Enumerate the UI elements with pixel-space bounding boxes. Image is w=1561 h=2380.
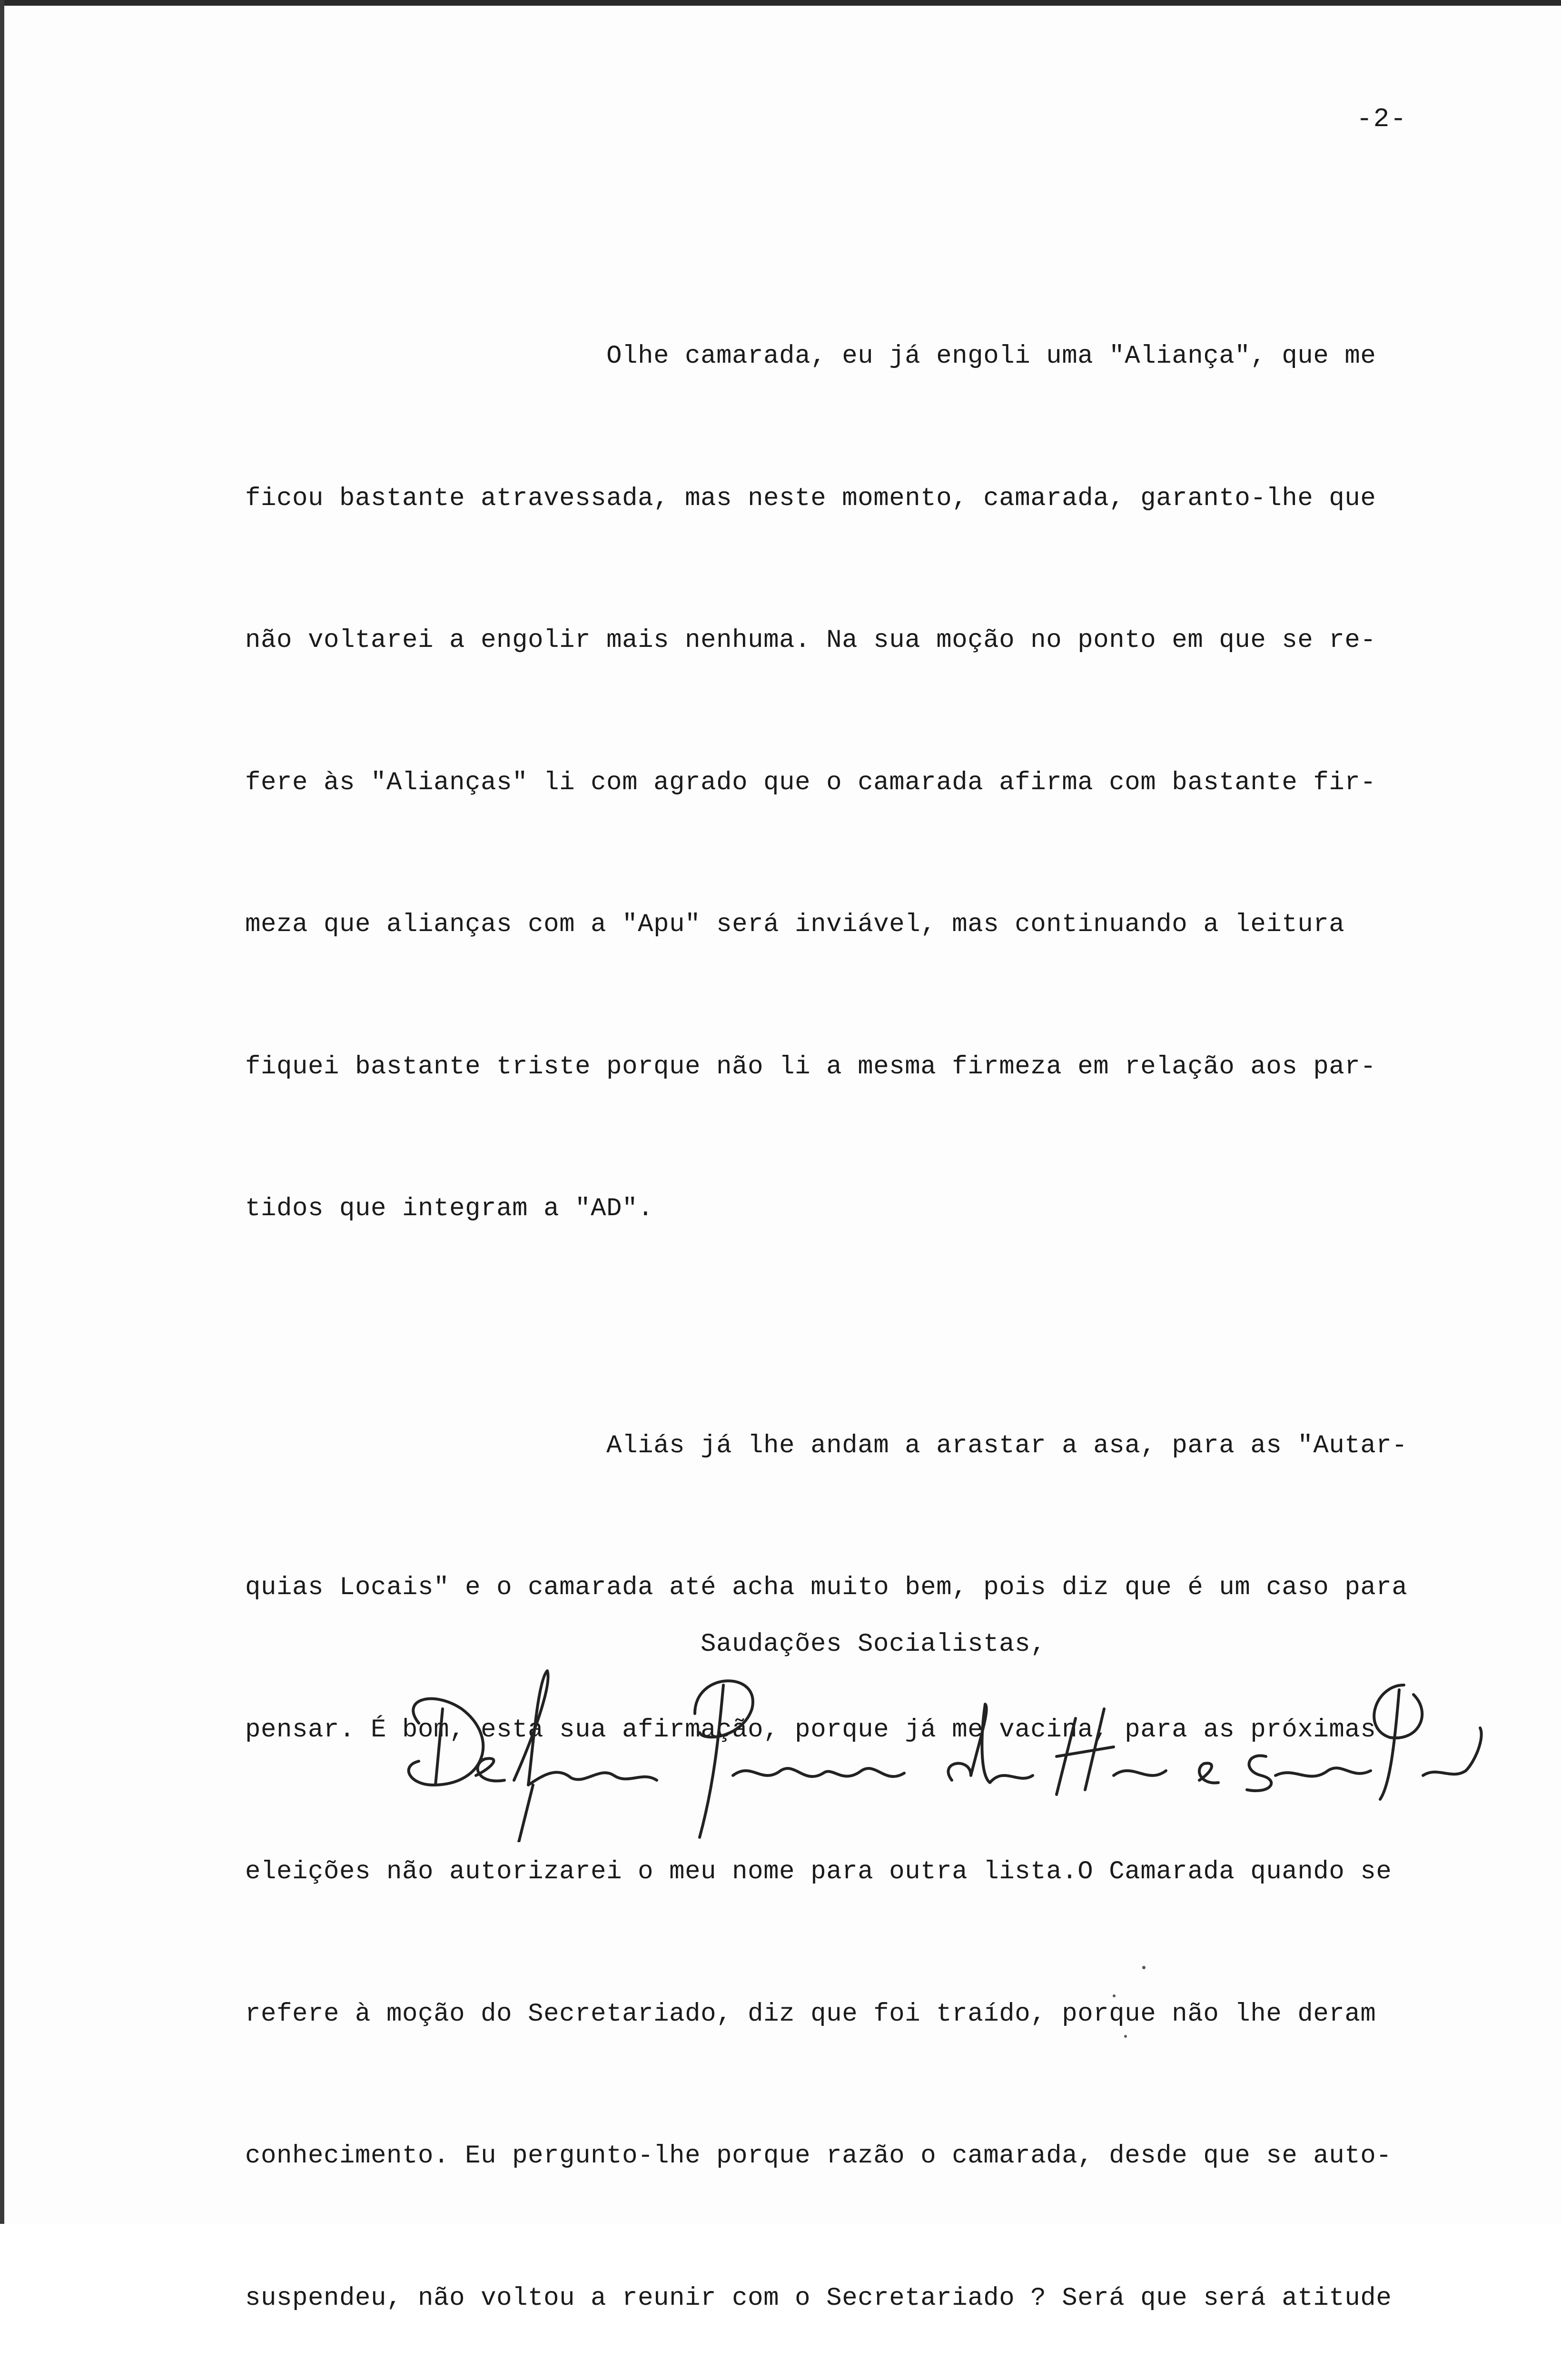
scan-speck: [1124, 2035, 1127, 2038]
text-line: fere às "Alianças" li com agrado que o camarada afirma com bastante fir-: [245, 759, 1502, 807]
text-line: conhecimento. Eu pergunto-lhe porque razão o camarada, desde que se auto-: [245, 2132, 1502, 2180]
handwritten-signature: [390, 1642, 1485, 1842]
text-line: ficou bastante atravessada, mas neste momento, camarada, garanto-lhe que: [245, 475, 1502, 523]
text-line: Olhe camarada, eu já engoli uma "Aliança", que me: [245, 333, 1502, 380]
closing-salutation: Saudações Socialistas,: [701, 1630, 1046, 1659]
text-line: quias Locais" e o camarada até acha muito bem, pois diz que é um caso para: [245, 1564, 1502, 1612]
scan-speck: [1142, 1966, 1146, 1969]
text-line: não voltarei a engolir mais nenhuma. Na sua moção no ponto em que se re-: [245, 617, 1502, 664]
text-line: suspendeu, não voltou a reunir com o Secretariado ? Será que será atitude: [245, 2275, 1502, 2322]
scan-speck: [1113, 1994, 1116, 1997]
letter-body: [245, 238, 1502, 2380]
text-line: fiquei bastante triste porque não li a mesma firmeza em relação aos par-: [245, 1043, 1502, 1091]
page-number: -2-: [1356, 104, 1407, 134]
text-line: tidos que integram a "AD".: [245, 1185, 1502, 1233]
paragraph-2: [245, 1328, 1502, 2380]
text-line: Aliás já lhe andam a arastar a asa, para as "Autar-: [245, 1422, 1502, 1470]
text-line: refere à moção do Secretariado, diz que foi traído, porque não lhe deram: [245, 1991, 1502, 2038]
text-line: pensar. É bom, esta sua afirmação, porque já me vacina, para as próximas: [245, 1706, 1502, 1754]
text-line: eleições não autorizarei o meu nome para outra lista.O Camarada quando se: [245, 1848, 1502, 1896]
paragraph-1: [245, 238, 1502, 1328]
scan-edge-top: [0, 0, 1561, 6]
text-line: meza que alianças com a "Apu" será inviável, mas continuando a leitura: [245, 901, 1502, 949]
scan-edge-left: [0, 0, 4, 2224]
